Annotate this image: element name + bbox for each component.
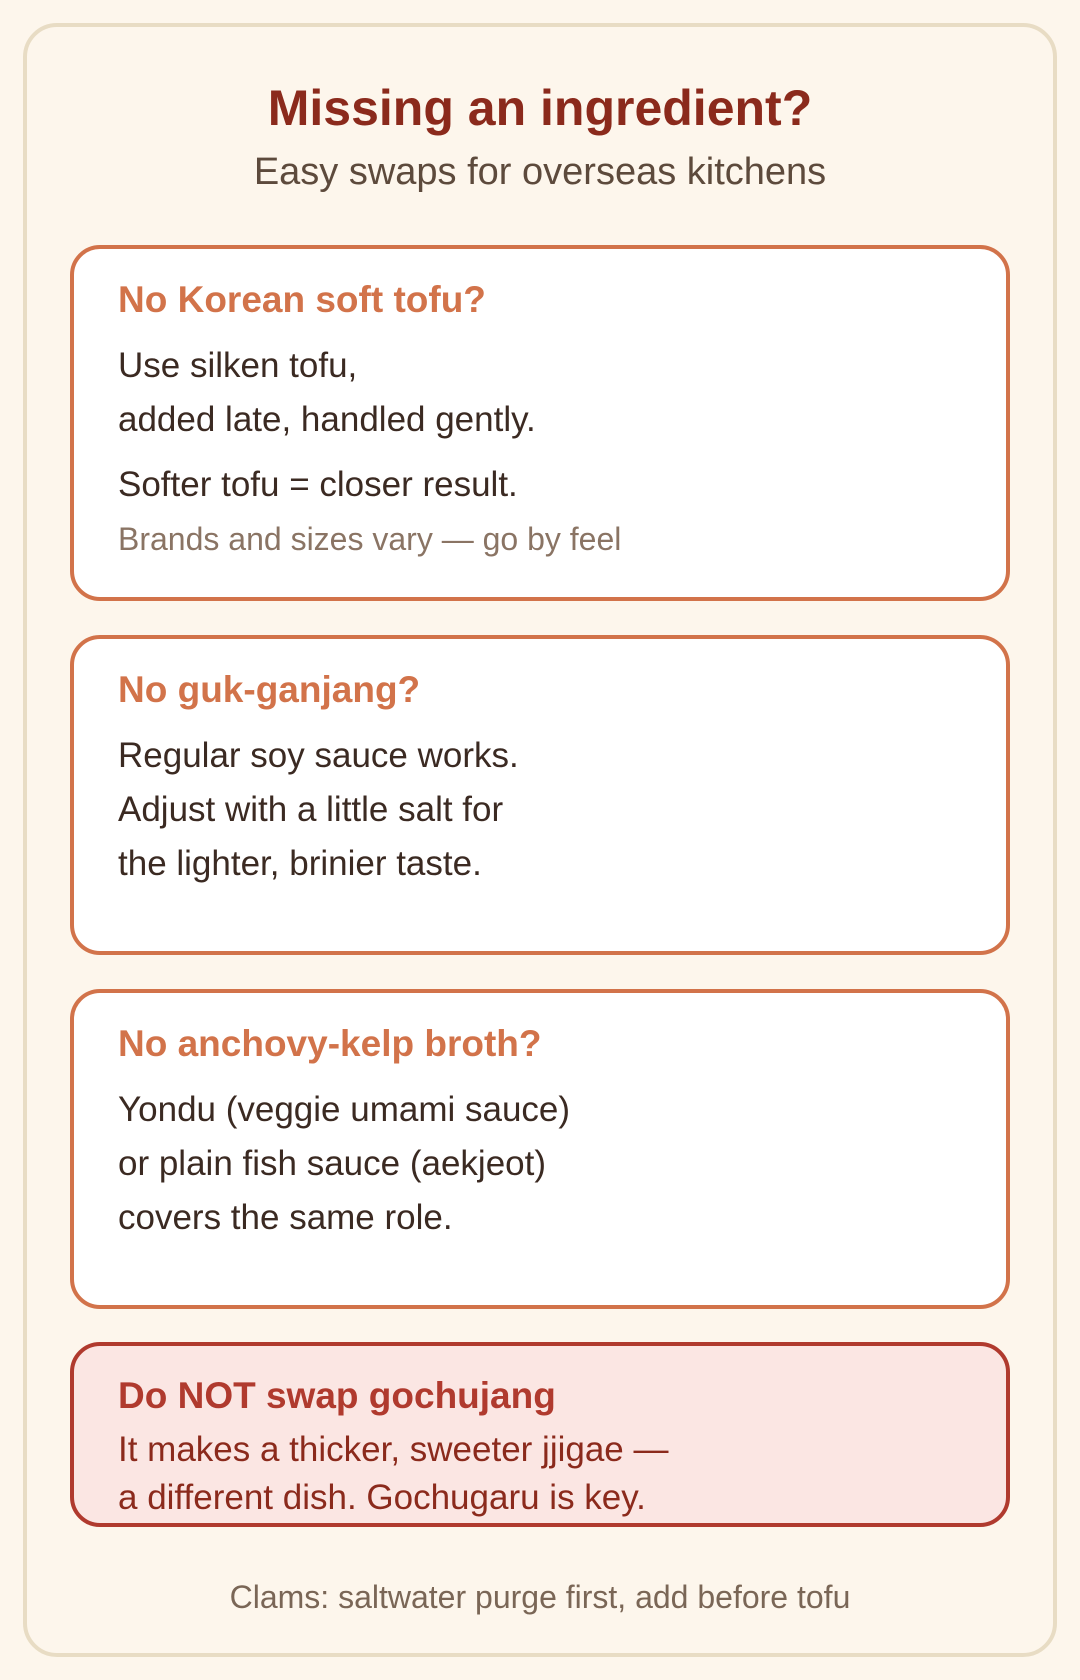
warning-heading: Do NOT swap gochujang bbox=[118, 1375, 556, 1416]
swap-card-soft-tofu bbox=[70, 245, 1010, 601]
card-line: Regular soy sauce works. bbox=[118, 736, 519, 775]
card-line: Yondu (veggie umami sauce) bbox=[118, 1090, 571, 1129]
card-line: the lighter, brinier taste. bbox=[118, 844, 482, 883]
footer-tip: Clams: saltwater purge first, add before tofu bbox=[229, 1579, 851, 1615]
warning-line: It makes a thicker, sweeter jjigae — bbox=[118, 1430, 669, 1469]
swap-card-guk-ganjang bbox=[70, 635, 1010, 955]
swap-card-anchovy-broth bbox=[70, 989, 1010, 1309]
card-heading: No Korean soft tofu? bbox=[118, 279, 486, 320]
warning-line: a different dish. Gochugaru is key. bbox=[118, 1478, 646, 1517]
card-line: Use silken tofu, bbox=[118, 346, 358, 385]
card-line: added late, handled gently. bbox=[118, 400, 536, 439]
card-heading: No anchovy-kelp broth? bbox=[118, 1023, 542, 1064]
page-subtitle: Easy swaps for overseas kitchens bbox=[253, 151, 827, 193]
warning-card-gochujang bbox=[70, 1342, 1010, 1527]
card-line: or plain fish sauce (aekjeot) bbox=[118, 1144, 546, 1183]
card-line: Adjust with a little salt for bbox=[118, 790, 504, 829]
card-note: Brands and sizes vary — go by feel bbox=[118, 521, 622, 557]
card-heading: No guk-ganjang? bbox=[118, 669, 421, 710]
page-title: Missing an ingredient? bbox=[267, 80, 813, 136]
card-line: covers the same role. bbox=[118, 1198, 453, 1237]
card-line: Softer tofu = closer result. bbox=[118, 465, 518, 504]
